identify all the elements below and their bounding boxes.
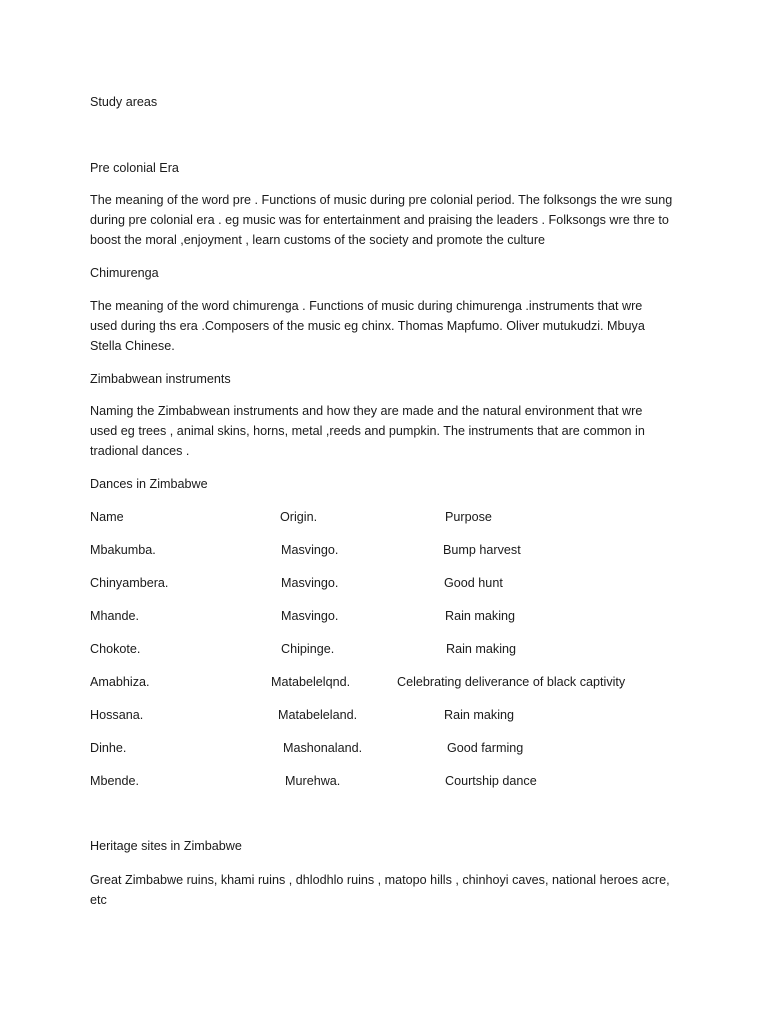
dance-origin: Chipinge. [281, 642, 335, 656]
dance-name: Amabhiza. [90, 675, 150, 689]
text-line: The meaning of the word pre . Functions of music during pre colonial period. The folksongs the wre sung [90, 193, 673, 207]
dance-name: Mhande. [90, 609, 140, 623]
dance-origin: Masvingo. [281, 543, 339, 557]
section-body-chimurenga [90, 296, 690, 356]
dance-purpose: Rain making [445, 609, 515, 623]
section-title-dances: Dances in Zimbabwe [90, 477, 208, 491]
section-title-chimurenga: Chimurenga [90, 266, 159, 280]
text-line: Stella Chinese. [90, 339, 175, 353]
dance-origin: Matabeleland. [278, 708, 358, 722]
document-heading: Study areas [90, 95, 158, 109]
section-body-pre-colonial [90, 190, 690, 250]
dance-origin: Murehwa. [285, 774, 341, 788]
section-body-heritage [90, 870, 690, 910]
header-name: Name [90, 510, 124, 524]
text-line: The meaning of the word chimurenga . Functions of music during chimurenga .instruments that wre [90, 299, 643, 313]
dance-purpose: Good farming [447, 741, 524, 755]
dance-name: Dinhe. [90, 741, 127, 755]
text-line: tradional dances . [90, 444, 190, 458]
text-line: Naming the Zimbabwean instruments and how they are made and the natural environment that wre [90, 404, 643, 418]
dance-purpose: Courtship dance [445, 774, 537, 788]
text-line: used during ths era .Composers of the music eg chinx. Thomas Mapfumo. Oliver mutukudzi. Mbuya [90, 319, 645, 333]
dance-purpose: Celebrating deliverance of black captivity [397, 675, 626, 689]
dance-purpose: Rain making [444, 708, 514, 722]
section-title-instruments: Zimbabwean instruments [90, 372, 231, 386]
dance-purpose: Bump harvest [443, 543, 521, 557]
dance-origin: Masvingo. [281, 576, 339, 590]
text-line: etc [90, 893, 107, 907]
text-line: Great Zimbabwe ruins, khami ruins , dhlodhlo ruins , matopo hills , chinhoyi caves, national heroes acre, [90, 873, 670, 887]
text-line: during pre colonial era . eg music was for entertainment and praising the leaders . Folksongs wre thre to [90, 213, 669, 227]
dance-origin: Masvingo. [281, 609, 339, 623]
dance-name: Hossana. [90, 708, 144, 722]
header-purpose: Purpose [445, 510, 492, 524]
dance-name: Mbakumba. [90, 543, 156, 557]
dance-name: Chinyambera. [90, 576, 169, 590]
header-origin: Origin. [280, 510, 318, 524]
section-body-instruments [90, 401, 690, 461]
dance-origin: Matabelelqnd. [271, 675, 351, 689]
text-line: used eg trees , animal skins, horns, metal ,reeds and pumpkin. The instruments that are common in [90, 424, 645, 438]
dance-name: Mbende. [90, 774, 140, 788]
dance-purpose: Rain making [446, 642, 516, 656]
dance-origin: Mashonaland. [283, 741, 363, 755]
section-title-pre-colonial: Pre colonial Era [90, 161, 179, 175]
section-title-heritage: Heritage sites in Zimbabwe [90, 839, 242, 853]
text-line: boost the moral ,enjoyment , learn customs of the society and promote the culture [90, 233, 546, 247]
dance-name: Chokote. [90, 642, 141, 656]
dance-purpose: Good hunt [444, 576, 503, 590]
